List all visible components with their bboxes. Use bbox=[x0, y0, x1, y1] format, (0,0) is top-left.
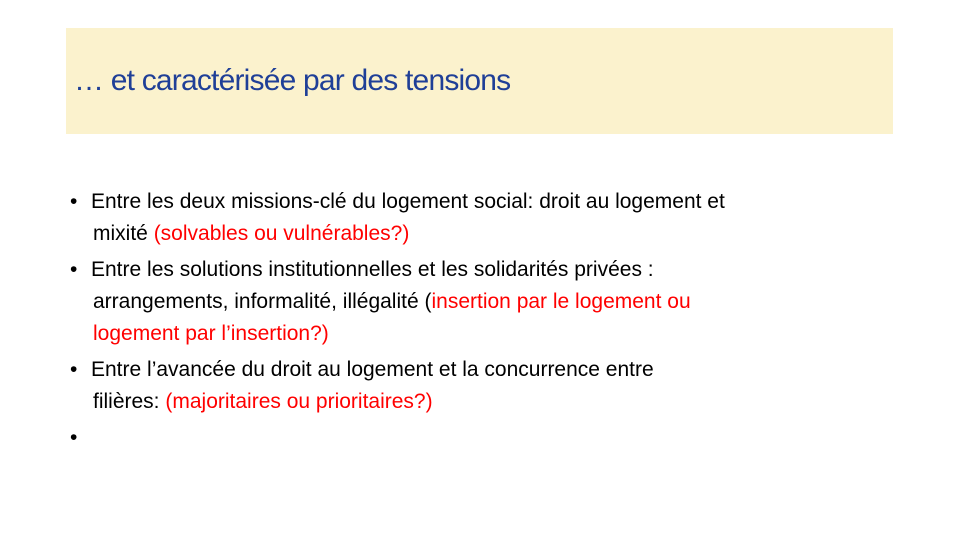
bullet-item-empty bbox=[70, 422, 920, 454]
text-run: Entre les deux missions-clé du logement social: droit au logement et bbox=[91, 190, 725, 213]
bullet-line bbox=[91, 318, 920, 350]
bullet-item bbox=[70, 186, 920, 250]
bullet-line bbox=[91, 286, 920, 318]
bullet-item bbox=[70, 354, 920, 418]
bullet-dot: • bbox=[70, 258, 78, 281]
highlight-run: (majoritaires ou prioritaires?) bbox=[165, 390, 433, 413]
text-run: filières: bbox=[93, 390, 166, 413]
bullet-line bbox=[91, 386, 920, 418]
highlight-run: insertion par le logement ou bbox=[431, 290, 691, 313]
bullet-list bbox=[70, 186, 920, 458]
bullet-dot: • bbox=[70, 426, 78, 449]
bullet-dot: • bbox=[70, 190, 78, 213]
bullet-dot: • bbox=[70, 358, 78, 381]
highlight-run: logement par l’insertion?) bbox=[93, 322, 329, 345]
text-run: Entre l’avancée du droit au logement et la concurrence entre bbox=[91, 358, 654, 381]
text-run: arrangements, informalité, illégalité ( bbox=[93, 290, 432, 313]
highlight-run: (solvables ou vulnérables?) bbox=[153, 222, 410, 245]
slide-title: … et caractérisée par des tensions bbox=[74, 64, 511, 97]
bullet-line bbox=[91, 254, 920, 286]
title-band bbox=[66, 28, 893, 134]
bullet-line bbox=[91, 186, 920, 218]
text-run: Entre les solutions institutionnelles et les solidarités privées : bbox=[91, 258, 654, 281]
bullet-item bbox=[70, 254, 920, 350]
bullet-line bbox=[91, 218, 920, 250]
text-run: mixité bbox=[93, 222, 154, 245]
bullet-line bbox=[91, 354, 920, 386]
bullet-line bbox=[91, 422, 920, 454]
